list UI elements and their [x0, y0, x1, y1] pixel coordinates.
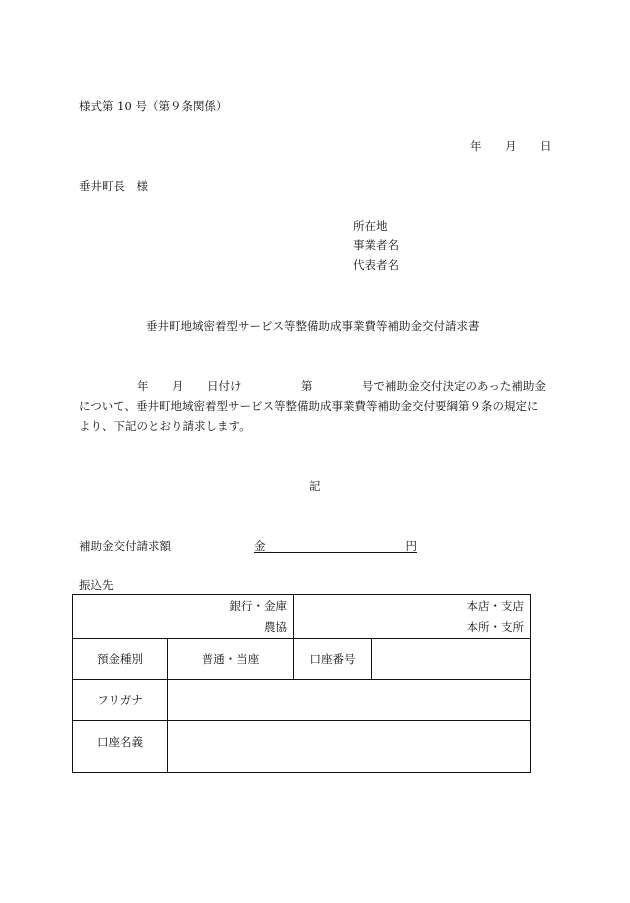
yen-label: 円: [405, 539, 417, 553]
request-amount-label: 補助金交付請求額: [79, 539, 171, 553]
account-number-field[interactable]: [372, 639, 531, 680]
bank-name-cell[interactable]: [73, 595, 294, 639]
account-name-label: 口座名義: [73, 721, 168, 773]
deposit-row: [73, 639, 531, 680]
furigana-row: [73, 680, 531, 721]
date-day: 日: [540, 139, 552, 153]
branch-type-2: 本所・支所: [466, 619, 524, 634]
account-name-field[interactable]: [168, 721, 531, 773]
date-year: 年: [470, 139, 482, 153]
bank-type-1: 銀行・金庫: [229, 598, 287, 613]
address-label: 所在地: [353, 219, 388, 233]
account-number-label: 口座番号: [294, 639, 372, 680]
branch-name-cell[interactable]: [294, 595, 531, 639]
document-title: 垂井町地域密着型サービス等整備助成事業費等補助金交付請求書: [146, 319, 480, 333]
body-year: 年: [137, 379, 149, 393]
representative-label: 代表者名: [353, 258, 399, 272]
body-date-suffix: 日付け: [207, 379, 242, 393]
furigana-label: フリガナ: [73, 680, 168, 721]
business-name-label: 事業者名: [353, 238, 399, 252]
form-number: 様式第 10 号（第９条関係）: [79, 99, 228, 113]
bank-table: [72, 594, 531, 773]
deposit-type-label: 預金種別: [73, 639, 168, 680]
branch-type-1: 本店・支店: [466, 598, 524, 613]
date-month: 月: [505, 139, 517, 153]
kin-label: 金: [254, 539, 266, 553]
body-dai: 第: [301, 379, 313, 393]
body-month: 月: [172, 379, 184, 393]
addressee: 垂井町長 様: [79, 179, 148, 193]
body-line1-rest: 号で補助金交付決定のあった補助金: [362, 379, 546, 393]
account-name-row: [73, 721, 531, 773]
bank-row: [73, 595, 531, 639]
deposit-type-value[interactable]: 普通・当座: [168, 639, 294, 680]
furigana-field[interactable]: [168, 680, 531, 721]
bank-type-2: 農協: [264, 619, 287, 634]
body-line2: について、垂井町地域密着型サービス等整備助成事業費等補助金交付要綱第９条の規定に: [79, 399, 539, 413]
request-amount-field[interactable]: [254, 538, 417, 553]
transfer-label: 振込先: [79, 578, 114, 592]
ki-heading: 記: [309, 479, 321, 493]
body-line3: より、下記のとおり請求します。: [79, 419, 251, 433]
